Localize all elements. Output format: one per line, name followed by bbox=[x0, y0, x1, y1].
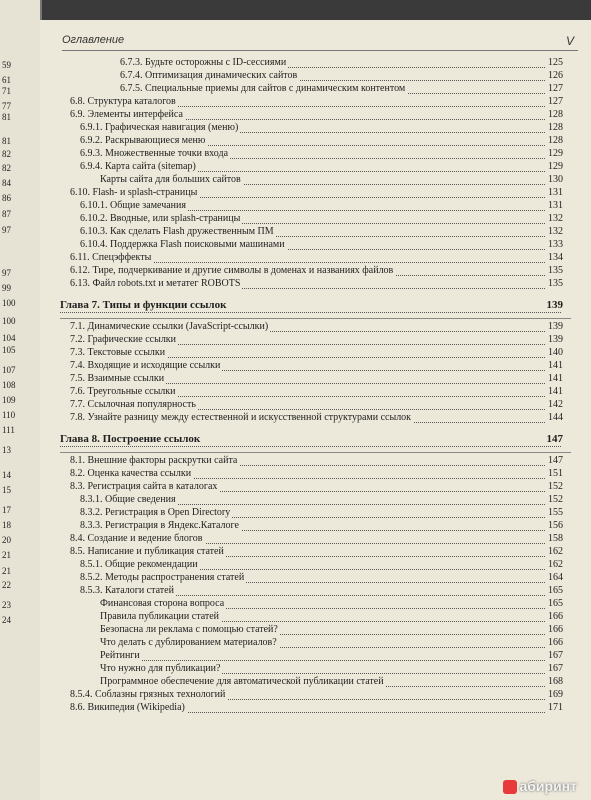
dot-leader bbox=[60, 312, 561, 313]
toc-page-number: 141 bbox=[548, 373, 563, 384]
toc-entry bbox=[40, 559, 591, 572]
toc-entry-title: 6.12. Тире, подчеркивание и другие символы в доменах и названиях файлов bbox=[70, 265, 394, 276]
toc-page-number: 165 bbox=[548, 585, 563, 596]
toc-entry bbox=[40, 122, 591, 135]
toc-entry-title: 8.3. Регистрация сайта в каталогах bbox=[70, 481, 218, 492]
facing-page-edge bbox=[0, 0, 42, 800]
toc-entry bbox=[40, 676, 591, 689]
toc-chapter-entry bbox=[40, 299, 591, 315]
logo-badge-icon bbox=[503, 780, 517, 794]
toc-entry-title: 6.9.2. Раскрывающиеся меню bbox=[80, 135, 206, 146]
toc-page-number: 128 bbox=[548, 109, 563, 120]
toc-page-number: 129 bbox=[548, 148, 563, 159]
toc-entry-title: Финансовая сторона вопроса bbox=[100, 598, 225, 609]
margin-number: 81 bbox=[2, 136, 11, 146]
margin-number: 100 bbox=[2, 298, 16, 308]
toc-page-number: 126 bbox=[548, 70, 563, 81]
toc-entry bbox=[40, 624, 591, 637]
margin-number: 82 bbox=[2, 163, 11, 173]
toc-entry-title: 7.8. Узнайте разницу между естественной и искусственной структурами ссылок bbox=[70, 412, 412, 423]
toc-page-number: 155 bbox=[548, 507, 563, 518]
toc-entry bbox=[40, 148, 591, 161]
toc-page-number: 147 bbox=[548, 455, 563, 466]
toc-page-number: 169 bbox=[548, 689, 563, 700]
toc-page-number: 127 bbox=[548, 96, 563, 107]
toc-entry bbox=[40, 213, 591, 226]
toc-entry bbox=[40, 468, 591, 481]
toc-entry-title: 6.8. Структура каталогов bbox=[70, 96, 176, 107]
toc-entry-title: 6.10. Flash- и splash-страницы bbox=[70, 187, 198, 198]
toc-entry bbox=[40, 321, 591, 334]
toc-entry-title: 8.5.2. Методы распространения статей bbox=[80, 572, 245, 583]
toc-entry bbox=[40, 278, 591, 291]
toc-entry-title: 8.2. Оценка качества ссылки bbox=[70, 468, 192, 479]
toc-entry bbox=[40, 373, 591, 386]
toc-entry bbox=[40, 507, 591, 520]
toc-entry bbox=[40, 481, 591, 494]
toc-entry bbox=[40, 650, 591, 663]
toc-entry-title: 8.3.3. Регистрация в Яндекс.Каталоге bbox=[80, 520, 239, 531]
toc-entry-title: 6.9. Элементы интерфейса bbox=[70, 109, 183, 120]
toc-page-number: 166 bbox=[548, 611, 563, 622]
toc-entry-title: 6.7.3. Будьте осторожны с ID-сессиями bbox=[120, 57, 287, 68]
toc-entry bbox=[40, 70, 591, 83]
toc-page-number: 141 bbox=[548, 360, 563, 371]
toc-chapter-entry bbox=[40, 433, 591, 449]
toc-entry bbox=[40, 494, 591, 507]
toc-entry bbox=[40, 386, 591, 399]
margin-number: 110 bbox=[2, 410, 16, 420]
toc-page-number: 125 bbox=[548, 57, 563, 68]
margin-number: 21 bbox=[2, 550, 11, 560]
margin-number: 17 bbox=[2, 505, 11, 515]
toc-entry-title: 8.5. Написание и публикация статей bbox=[70, 546, 224, 557]
toc-entry-title: 6.10.2. Вводные, или splash-страницы bbox=[80, 213, 241, 224]
toc-page-number: 165 bbox=[548, 598, 563, 609]
margin-number: 108 bbox=[2, 380, 16, 390]
toc-page-number: 158 bbox=[548, 533, 563, 544]
toc-page-number: 135 bbox=[548, 278, 563, 289]
margin-number: 22 bbox=[2, 580, 11, 590]
toc-entry-title: 8.5.1. Общие рекомендации bbox=[80, 559, 198, 570]
toc-entry bbox=[40, 174, 591, 187]
toc-entry bbox=[40, 226, 591, 239]
margin-number: 97 bbox=[2, 225, 11, 235]
toc-page-number: 167 bbox=[548, 650, 563, 661]
toc-entry-title: Рейтинги bbox=[100, 650, 140, 661]
margin-number: 105 bbox=[2, 345, 16, 355]
margin-number: 100 bbox=[2, 316, 16, 326]
margin-number: 97 bbox=[2, 268, 11, 278]
margin-number: 99 bbox=[2, 283, 11, 293]
toc-entry-title: 7.4. Входящие и исходящие ссылки bbox=[70, 360, 221, 371]
toc-entry-title: Безопасна ли реклама с помощью статей? bbox=[100, 624, 278, 635]
margin-number: 71 bbox=[2, 86, 11, 96]
margin-number: 23 bbox=[2, 600, 11, 610]
toc-page-number: 139 bbox=[546, 299, 563, 311]
toc-entry bbox=[40, 399, 591, 412]
toc-entry bbox=[40, 252, 591, 265]
toc-entry-title: Программное обеспечение для автоматической публикации статей bbox=[100, 676, 384, 687]
toc-entry-title: 8.1. Внешние факторы раскрутки сайта bbox=[70, 455, 238, 466]
header-rule bbox=[62, 50, 578, 51]
toc-page-number: 144 bbox=[548, 412, 563, 423]
margin-number: 86 bbox=[2, 193, 11, 203]
toc-entry-title: 7.7. Ссылочная популярность bbox=[70, 399, 196, 410]
toc-entry-title: Карты сайта для больших сайтов bbox=[100, 174, 241, 185]
toc-page-number: 147 bbox=[546, 433, 563, 445]
margin-number: 59 bbox=[2, 60, 11, 70]
chapter-rule bbox=[60, 318, 571, 319]
toc-entry-title: Глава 8. Построение ссылок bbox=[60, 433, 201, 445]
toc-entry-title: 6.7.4. Оптимизация динамических сайтов bbox=[120, 70, 298, 81]
toc-page-number: 166 bbox=[548, 624, 563, 635]
margin-number: 18 bbox=[2, 520, 11, 530]
toc-page-number: 171 bbox=[548, 702, 563, 713]
toc-entry-title: Что нужно для публикации? bbox=[100, 663, 221, 674]
toc-page-number: 130 bbox=[548, 174, 563, 185]
toc-page-number: 132 bbox=[548, 226, 563, 237]
margin-number: 81 bbox=[2, 112, 11, 122]
toc-entry-title: Правила публикации статей bbox=[100, 611, 220, 622]
margin-number: 61 bbox=[2, 75, 11, 85]
toc-entry bbox=[40, 135, 591, 148]
toc-page-number: 131 bbox=[548, 200, 563, 211]
toc-page-number: 141 bbox=[548, 386, 563, 397]
toc-entry bbox=[40, 611, 591, 624]
toc-entry bbox=[40, 161, 591, 174]
margin-number: 104 bbox=[2, 333, 16, 343]
toc-entry bbox=[40, 689, 591, 702]
header-title: Оглавление bbox=[62, 34, 125, 46]
toc-page-number: 139 bbox=[548, 321, 563, 332]
toc-entry bbox=[40, 265, 591, 278]
toc-entry bbox=[40, 663, 591, 676]
toc-page-number: 166 bbox=[548, 637, 563, 648]
toc-entry-title: 6.7.5. Специальные приемы для сайтов с динамическим контентом bbox=[120, 83, 406, 94]
toc-entry bbox=[40, 412, 591, 425]
toc-entry-title: 6.9.1. Графическая навигация (меню) bbox=[80, 122, 239, 133]
toc-entry-title: 6.9.4. Карта сайта (sitemap) bbox=[80, 161, 196, 172]
toc-entry-title: 6.11. Спецэффекты bbox=[70, 252, 152, 263]
toc-entry bbox=[40, 334, 591, 347]
margin-number: 87 bbox=[2, 209, 11, 219]
toc-page-number: 139 bbox=[548, 334, 563, 345]
toc-entry-title: 7.6. Треугольные ссылки bbox=[70, 386, 176, 397]
toc-entry-title: 7.1. Динамические ссылки (JavaScript-ссылки) bbox=[70, 321, 269, 332]
toc-entry bbox=[40, 546, 591, 559]
toc-page-number: 140 bbox=[548, 347, 563, 358]
book-page bbox=[40, 20, 591, 800]
toc-entry-title: Глава 7. Типы и функции ссылок bbox=[60, 299, 227, 311]
toc-entry-title: 8.5.4. Соблазны грязных технологий bbox=[70, 689, 226, 700]
toc-page-number: 129 bbox=[548, 161, 563, 172]
toc-entry bbox=[40, 347, 591, 360]
toc-page-number: 133 bbox=[548, 239, 563, 250]
toc-page-number: 151 bbox=[548, 468, 563, 479]
toc-entry bbox=[40, 187, 591, 200]
watermark-logo bbox=[503, 778, 577, 794]
toc-entry bbox=[40, 455, 591, 468]
toc-entry bbox=[40, 533, 591, 546]
toc-entry-title: 6.10.1. Общие замечания bbox=[80, 200, 186, 211]
toc-entry-title: 7.2. Графические ссылки bbox=[70, 334, 177, 345]
toc-entry-title: 8.3.2. Регистрация в Open Directory bbox=[80, 507, 231, 518]
toc-entry bbox=[40, 702, 591, 715]
toc-entry bbox=[40, 598, 591, 611]
dot-leader bbox=[60, 446, 561, 447]
table-of-contents bbox=[40, 57, 591, 715]
margin-number: 13 bbox=[2, 445, 11, 455]
toc-page-number: 152 bbox=[548, 481, 563, 492]
toc-entry bbox=[40, 239, 591, 252]
toc-entry bbox=[40, 572, 591, 585]
margin-number: 21 bbox=[2, 566, 11, 576]
toc-entry-title: 6.13. Файл robots.txt и метатег ROBOTS bbox=[70, 278, 241, 289]
margin-number: 15 bbox=[2, 485, 11, 495]
toc-entry bbox=[40, 360, 591, 373]
toc-page-number: 162 bbox=[548, 546, 563, 557]
toc-page-number: 135 bbox=[548, 265, 563, 276]
toc-page-number: 164 bbox=[548, 572, 563, 583]
toc-page-number: 167 bbox=[548, 663, 563, 674]
toc-entry bbox=[40, 637, 591, 650]
toc-page-number: 131 bbox=[548, 187, 563, 198]
margin-number: 111 bbox=[2, 425, 15, 435]
toc-entry bbox=[40, 96, 591, 109]
toc-entry-title: Что делать с дублированием материалов? bbox=[100, 637, 277, 648]
chapter-rule bbox=[60, 452, 571, 453]
toc-entry bbox=[40, 585, 591, 598]
toc-entry bbox=[40, 57, 591, 70]
toc-page-number: 128 bbox=[548, 135, 563, 146]
toc-entry-title: 7.5. Взаимные ссылки bbox=[70, 373, 165, 384]
toc-entry bbox=[40, 200, 591, 213]
dot-leader bbox=[100, 660, 561, 661]
toc-entry-title: 8.5.3. Каталоги статей bbox=[80, 585, 174, 596]
toc-page-number: 128 bbox=[548, 122, 563, 133]
margin-number: 14 bbox=[2, 470, 11, 480]
toc-entry bbox=[40, 520, 591, 533]
toc-entry-title: 8.4. Создание и ведение блогов bbox=[70, 533, 203, 544]
toc-entry-title: 6.9.3. Множественные точки входа bbox=[80, 148, 229, 159]
margin-number: 24 bbox=[2, 615, 11, 625]
margin-number: 82 bbox=[2, 149, 11, 159]
toc-page-number: 152 bbox=[548, 494, 563, 505]
toc-entry bbox=[40, 83, 591, 96]
toc-entry-title: 6.10.4. Поддержка Flash поисковыми машинами bbox=[80, 239, 285, 250]
header-page-number: V bbox=[565, 34, 574, 48]
toc-page-number: 142 bbox=[548, 399, 563, 410]
margin-number: 20 bbox=[2, 535, 11, 545]
toc-page-number: 168 bbox=[548, 676, 563, 687]
toc-entry-title: 7.3. Текстовые ссылки bbox=[70, 347, 166, 358]
toc-entry-title: 8.3.1. Общие сведения bbox=[80, 494, 176, 505]
toc-entry-title: 8.6. Википедия (Wikipedia) bbox=[70, 702, 185, 713]
margin-number: 109 bbox=[2, 395, 16, 405]
margin-number: 77 bbox=[2, 101, 11, 111]
toc-page-number: 162 bbox=[548, 559, 563, 570]
toc-entry-title: 6.10.3. Как сделать Flash дружественным ПМ bbox=[80, 226, 274, 237]
logo-text: абиринт bbox=[519, 777, 577, 794]
toc-entry bbox=[40, 109, 591, 122]
toc-page-number: 127 bbox=[548, 83, 563, 94]
margin-number: 107 bbox=[2, 365, 16, 375]
toc-page-number: 156 bbox=[548, 520, 563, 531]
margin-number: 84 bbox=[2, 178, 11, 188]
toc-page-number: 134 bbox=[548, 252, 563, 263]
toc-page-number: 132 bbox=[548, 213, 563, 224]
